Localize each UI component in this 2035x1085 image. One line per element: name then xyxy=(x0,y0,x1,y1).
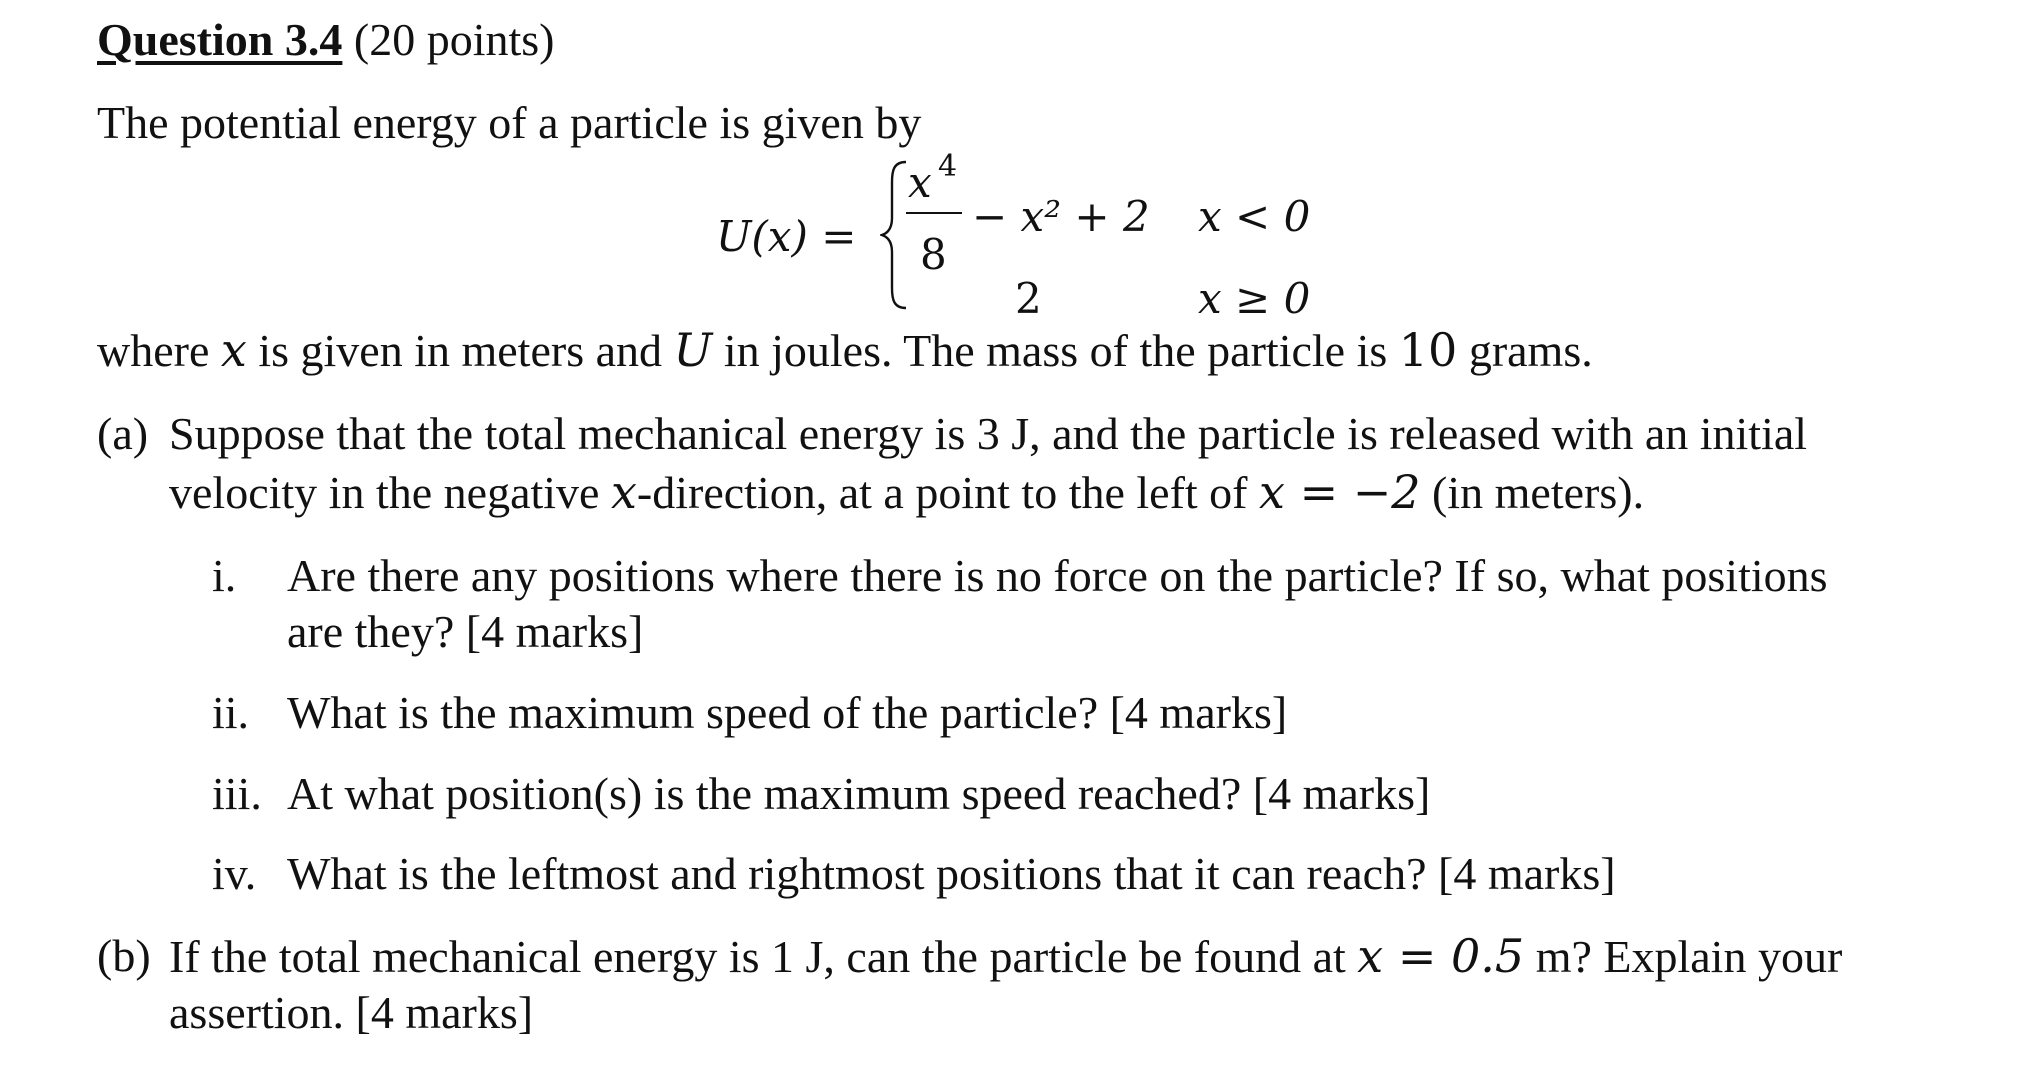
sub-i-marker: i. xyxy=(212,550,237,601)
part-b-line1-b: m? Explain your xyxy=(1524,931,1843,982)
equation-lhs: U(x) = xyxy=(716,212,857,261)
question-heading xyxy=(97,14,555,65)
fraction-denominator: 8 xyxy=(920,230,947,279)
part-a-line2-c: (in meters). xyxy=(1420,467,1645,518)
where-text xyxy=(97,323,1593,377)
sub-iii-marker: iii. xyxy=(212,768,262,819)
part-a-line2-eq: x = −2 xyxy=(1259,465,1421,519)
fraction-numerator-exponent: 4 xyxy=(938,149,958,184)
part-b-marker: (b) xyxy=(97,930,151,981)
piece2-condition: x ≥ 0 xyxy=(1198,274,1311,323)
part-a-line2-x: x xyxy=(610,465,637,519)
where-t2: is given in meters and xyxy=(246,325,674,376)
part-a-marker: (a) xyxy=(97,408,149,459)
sub-ii-line1: What is the maximum speed of the particle? [4 marks] xyxy=(287,687,1288,738)
piece2-value: 2 xyxy=(1015,274,1042,323)
sub-ii-marker: ii. xyxy=(212,687,250,738)
fraction-numerator: x xyxy=(908,158,932,207)
question-number: Question 3.4 xyxy=(97,14,343,65)
sub-iv-marker: iv. xyxy=(212,848,257,899)
sub-iii-line1: At what position(s) is the maximum speed reached? [4 marks] xyxy=(287,768,1431,819)
piece1-condition: x < 0 xyxy=(1198,192,1311,241)
piecewise-brace xyxy=(880,160,910,310)
sub-i-line1: Are there any positions where there is no force on the particle? If so, what positions xyxy=(287,550,1828,601)
where-t3: in joules. The mass of the particle is xyxy=(712,325,1399,376)
where-x: x xyxy=(220,323,247,377)
fraction-bar xyxy=(906,212,962,214)
intro-text: The potential energy of a particle is given by xyxy=(97,97,922,148)
where-t1: where xyxy=(97,325,221,376)
part-a-line1: Suppose that the total mechanical energy is 3 J, and the particle is released with an initial xyxy=(169,408,1808,459)
sub-i-line2: are they? [4 marks] xyxy=(287,606,644,657)
part-a-line2 xyxy=(169,465,1645,519)
piece1-rest: − x² + 2 xyxy=(972,192,1150,241)
sub-iv-line1: What is the leftmost and rightmost positions that it can reach? [4 marks] xyxy=(287,848,1616,899)
part-b-line1-eq: x = 0.5 xyxy=(1357,929,1525,983)
where-u: U xyxy=(673,323,713,377)
where-t4: grams. xyxy=(1457,325,1593,376)
part-a-line2-a: velocity in the negative xyxy=(169,467,611,518)
part-b-line2: assertion. [4 marks] xyxy=(169,987,534,1038)
where-mass: 10 xyxy=(1398,323,1458,377)
question-points: (20 points) xyxy=(342,14,555,65)
part-a-line2-b: -direction, at a point to the left of xyxy=(636,467,1259,518)
part-b-line1-a: If the total mechanical energy is 1 J, can the particle be found at xyxy=(169,931,1358,982)
part-b-line1 xyxy=(169,929,1843,983)
